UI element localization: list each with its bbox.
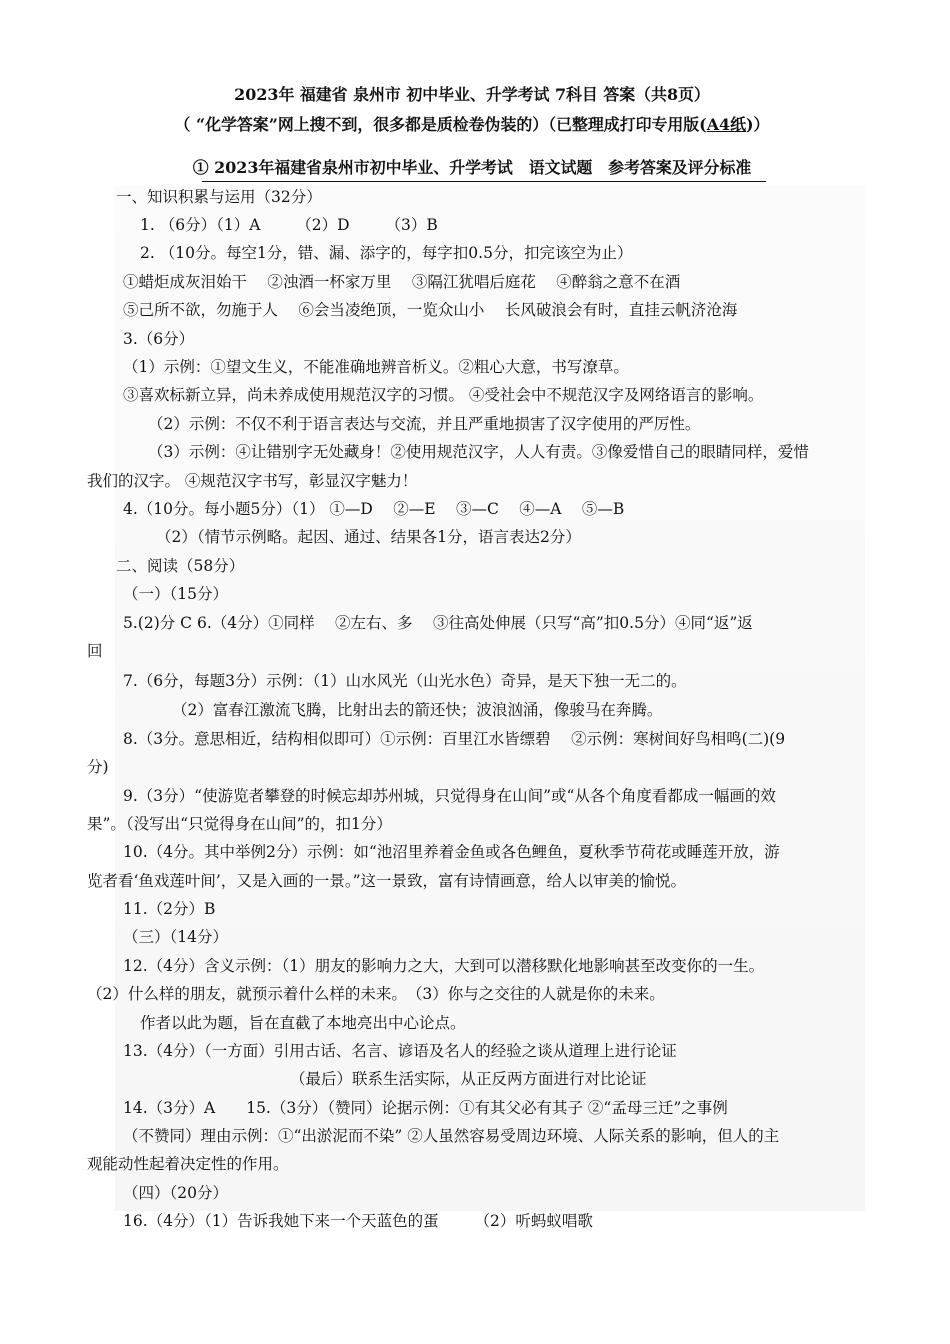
subtitle-pre: （ “化学答案”网上搜不到，很多都是质检卷伪装的）（已整理成打印专用版( xyxy=(174,115,707,134)
document-title: 2023年 福建省 泉州市 初中毕业、升学考试 7科目 答案（共8页） xyxy=(234,85,710,104)
text-line: （2）富春江激流飞腾，比射出去的箭还快；波浪汹涌，像骏马在奔腾。 xyxy=(172,701,663,719)
text-line: 13.（4分）（一方面）引用古话、名言、谚语及名人的经验之谈从道理上进行论证 xyxy=(123,1042,677,1060)
text-line: 2. （10分。每空1分，错、漏、添字的，每字扣0.5分，扣完该空为止） xyxy=(140,244,633,262)
text-line: （最后）联系生活实际，从正反两方面进行对比论证 xyxy=(290,1070,647,1088)
section-title-underline xyxy=(202,181,766,182)
document-subtitle xyxy=(0,114,944,136)
text-line: （2）（情节示例略。起因、通过、结果各1分，语言表达2分） xyxy=(156,528,581,546)
text-line: 览者看‘鱼戏莲叶间’，又是入画的一景。”这一景致，富有诗情画意，给人以审美的愉悦。 xyxy=(87,872,687,890)
text-line: 作者以此为题，旨在直截了本地亮出中心论点。 xyxy=(140,1014,466,1032)
text-line: 8.（3分。意思相近，结构相似即可）①示例：百里江水皆缥碧 ②示例：寒树间好鸟相鸣(二)(9 xyxy=(123,730,786,748)
text-line: （2）示例：不仅不利于语言表达与交流，并且严重地损害了汉字使用的严厉性。 xyxy=(148,415,701,433)
text-line: 5.(2)分 C 6.（4分）①同样 ②左右、多 ③往高处伸展（只写“高”扣0.5分）④同“返”返 xyxy=(123,614,753,632)
text-line: 1. （6分）（1）A （2）D （3）B xyxy=(140,216,438,234)
text-line: （四）（20分） xyxy=(123,1184,228,1202)
text-line: 分) xyxy=(87,758,109,776)
text-line: ⑤己所不欲，勿施于人 ⑥会当凌绝顶，一览众山小 长风破浪会有时，直挂云帆济沧海 xyxy=(123,301,738,319)
text-line: 回 xyxy=(87,642,103,660)
text-line: 12.（4分）含义示例：（1）朋友的影响力之大，大到可以潜移默化地影响甚至改变你的一生。 xyxy=(123,957,765,975)
text-line: 4.（10分。每小题5分）（1） ①—D ②—E ③—C ④—A ⑤—B xyxy=(123,500,625,518)
text-line: 我们的汉字。 ④规范汉字书写，彰显汉字魅力！ xyxy=(87,472,418,490)
text-line: ③喜欢标新立异，尚未养成使用规范汉字的习惯。 ④受社会中不规范汉字及网络语言的影响。 xyxy=(123,386,764,404)
subtitle-link: A4纸 xyxy=(706,115,747,134)
text-line: 一、知识积累与运用（32分） xyxy=(116,188,322,206)
text-line: 7.（6分，每题3分）示例：（1）山水风光（山光水色）奇异，是天下独一无二的。 xyxy=(123,672,687,690)
text-line: 16.（4分）（1）告诉我她下来一个天蓝色的蛋 （2）听蚂蚁唱歌 xyxy=(123,1212,593,1230)
text-line: 14.（3分）A 15.（3分）（赞同）论据示例：①有其父必有其子 ②“孟母三迁”之事例 xyxy=(123,1099,728,1117)
text-line: 观能动性起着决定性的作用。 xyxy=(87,1155,289,1173)
text-line: ①蜡炬成灰泪始干 ②浊酒一杯家万里 ③隔江犹唱后庭花 ④醉翁之意不在酒 xyxy=(123,273,681,291)
text-line: 9.（3分）“使游览者攀登的时候忘却苏州城，只觉得身在山间”或“从各个角度看都成一幅画的效 xyxy=(123,787,776,805)
text-line: （1）示例：①望文生义，不能准确地辨音析义。②粗心大意，书写潦草。 xyxy=(123,358,629,376)
text-line: （一）（15分） xyxy=(123,585,228,603)
subtitle-post: )） xyxy=(746,115,770,134)
text-line: （不赞同）理由示例：①“出淤泥而不染” ②人虽然容易受周边环境、人际关系的影响，但人的主 xyxy=(123,1127,780,1145)
text-line: 3.（6分） xyxy=(123,330,195,348)
text-line: 二、阅读（58分） xyxy=(116,557,245,575)
text-line: 10.（4分。其中举例2分）示例：如“池沼里养着金鱼或各色鲤鱼，夏秋季节荷花或睡莲开放，游 xyxy=(123,843,780,861)
text-line: （3）示例：④让错别字无处藏身！②使用规范汉字，人人有责。③像爱惜自己的眼睛同样，爱惜 xyxy=(148,443,809,461)
text-line: 果”。（没写出“只觉得身在山间”的，扣1分） xyxy=(87,815,392,833)
text-line: （三）（14分） xyxy=(123,928,228,946)
text-line: 11.（2分）B xyxy=(123,900,216,918)
section-title: ① 2023年福建省泉州市初中毕业、升学考试 语文试题 参考答案及评分标准 xyxy=(192,158,752,177)
text-line: （2）什么样的朋友，就预示着什么样的未来。 （3）你与之交往的人就是你的未来。 xyxy=(87,985,665,1003)
